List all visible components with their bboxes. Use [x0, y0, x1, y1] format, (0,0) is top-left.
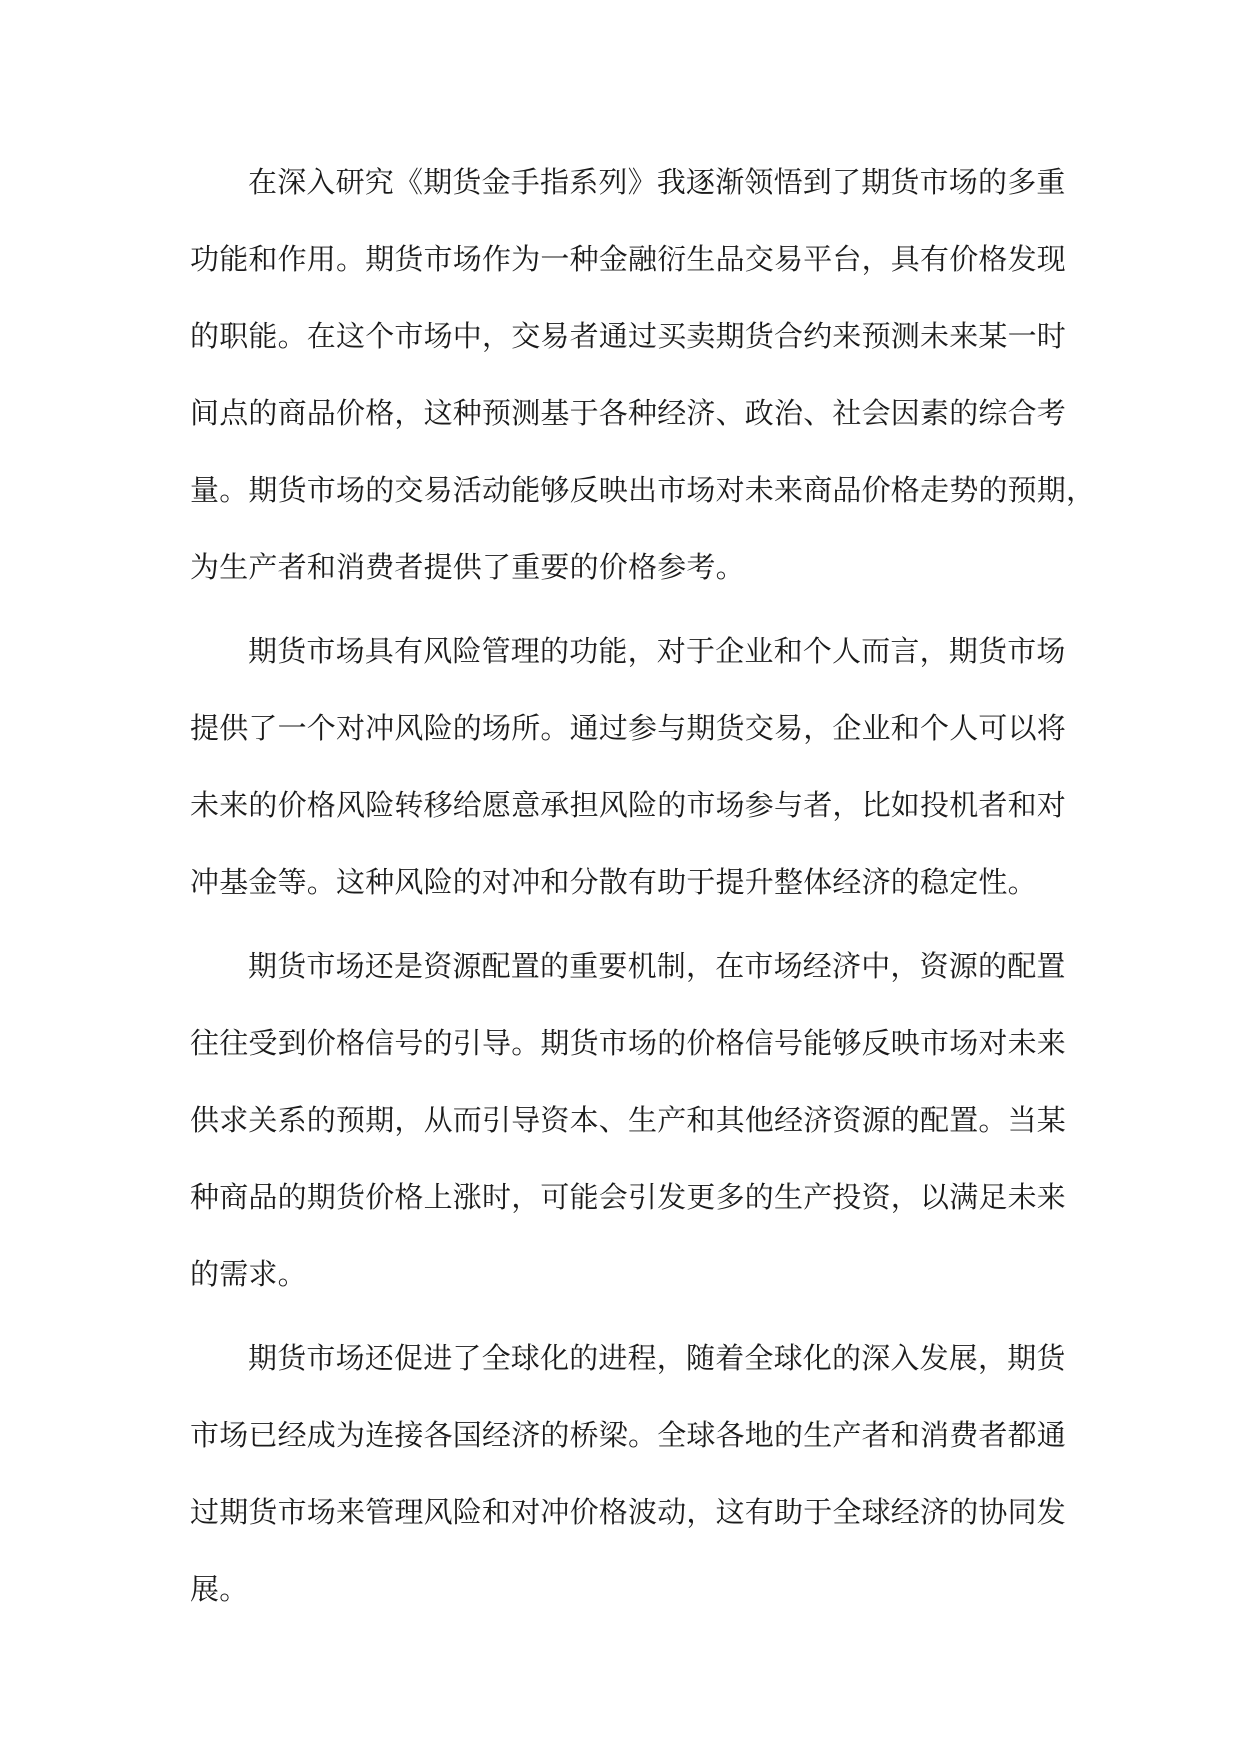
paragraph-line: 未来的价格风险转移给愿意承担风险的市场参与者，比如投机者和对 [190, 788, 1067, 822]
paragraph-line: 期货市场还是资源配置的重要机制，在市场经济中，资源的配置 [248, 949, 1066, 983]
paragraph-4 [190, 1320, 1067, 1628]
paragraph-line: 种商品的期货价格上涨时，可能会引发更多的生产投资，以满足未来 [190, 1180, 1067, 1214]
paragraph-line: 市场已经成为连接各国经济的桥梁。全球各地的生产者和消费者都通 [190, 1418, 1067, 1452]
paragraph-2 [190, 613, 1067, 921]
paragraph-line: 提供了一个对冲风险的场所。通过参与期货交易，企业和个人可以将 [190, 711, 1067, 745]
paragraph-line: 期货市场还促进了全球化的进程，随着全球化的深入发展，期货 [248, 1341, 1066, 1375]
paragraph-line: 的需求。 [190, 1257, 307, 1291]
paragraph-line: 为生产者和消费者提供了重要的价格参考。 [190, 550, 745, 584]
paragraph-line: 的职能。在这个市场中，交易者通过买卖期货合约来预测未来某一时 [190, 319, 1067, 353]
paragraph-1 [190, 144, 1096, 606]
paragraph-line: 期货市场具有风险管理的功能，对于企业和个人而言，期货市场 [248, 634, 1066, 668]
document-body [190, 144, 1096, 1635]
paragraph-line: 在深入研究《期货金手指系列》我逐渐领悟到了期货市场的多重 [248, 165, 1066, 199]
paragraph-3 [190, 928, 1067, 1313]
paragraph-line: 功能和作用。期货市场作为一种金融衍生品交易平台，具有价格发现 [190, 242, 1067, 276]
paragraph-line: 往往受到价格信号的引导。期货市场的价格信号能够反映市场对未来 [190, 1026, 1067, 1060]
paragraph-line: 量。期货市场的交易活动能够反映出市场对未来商品价格走势的预期， [190, 473, 1096, 507]
paragraph-line: 间点的商品价格，这种预测基于各种经济、政治、社会因素的综合考 [190, 396, 1067, 430]
paragraph-line: 过期货市场来管理风险和对冲价格波动，这有助于全球经济的协同发 [190, 1495, 1067, 1529]
paragraph-line: 供求关系的预期，从而引导资本、生产和其他经济资源的配置。当某 [190, 1103, 1067, 1137]
paragraph-line: 冲基金等。这种风险的对冲和分散有助于提升整体经济的稳定性。 [190, 865, 1037, 899]
paragraph-line: 展。 [190, 1572, 249, 1606]
